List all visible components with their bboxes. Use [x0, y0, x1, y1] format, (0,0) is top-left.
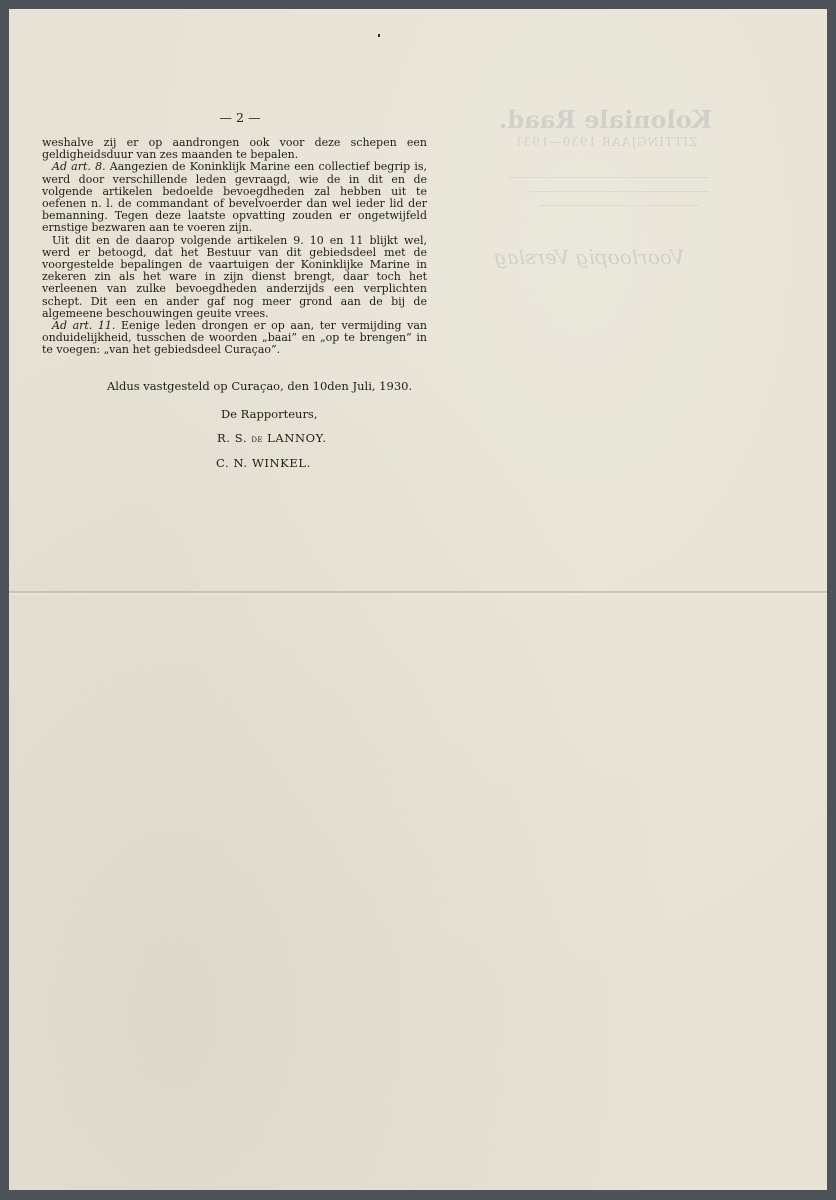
article-reference: Ad art. 8. — [52, 160, 106, 174]
paper-fold-crease — [9, 591, 827, 593]
closing-statement: Aldus vastgesteld op Curaçao, den 10den Juli, 1930. — [107, 379, 413, 393]
signatory-particle: de — [251, 434, 263, 445]
bleed-through-line — [539, 205, 699, 206]
paragraph-art-8 — [42, 161, 427, 234]
document-page — [9, 9, 827, 1190]
paragraph-continuation: weshalve zij er op aandrongen ook voor deze schepen een geldigheidsduur van zes maanden te bepalen. — [42, 136, 427, 162]
signatory-winkel: C. N. WINKEL. — [216, 456, 311, 470]
paragraph-articles-9-11: Uit dit en de daarop volgende artikelen 9. 10 en 11 blijkt wel, werd er betoogd, dat het Bestuur van dit gebiedsdeel met de voorgestelde bepalingen de vaartuigen der Koninklijke Marine in zekeren zin als het ware in zijn dienst brengt, daar toch het verleenen van zulke bevoegdheden anderzijds een verplichten schept. Dit een en ander gaf nog meer grond aan de bij de algemeene beschouwingen geuite vrees. — [42, 233, 427, 320]
bleed-through-title: Koloniale Raad. — [499, 105, 713, 134]
bleed-through-line — [509, 177, 709, 178]
page-number: — 2 — — [219, 110, 261, 125]
bleed-through-section: Voorloopig Verslag — [494, 245, 685, 269]
paragraph-text: Eenige leden drongen er op aan, ter vermijding van onduidelijkheid, tusschen de woorden „baai” en „op te brengen” in te voegen: „van het gebiedsdeel Curaçao”. — [42, 319, 427, 357]
signatory-initials: R. S. — [217, 431, 248, 445]
bleed-through-line — [529, 191, 709, 192]
signature-label: De Rapporteurs, — [221, 407, 318, 421]
body-text — [42, 137, 427, 357]
signatory-lannoy — [217, 431, 327, 445]
paragraph-text: Aangezien de Koninklijk Marine een collectief begrip is, werd door verschillende leden gevraagd, wie de in dit en de volgende artikelen bedoelde bevoegdheden zal hebben uit te oefenen n. l. de commandant of bevelvoerder dan wel ieder lid der bemanning. Tegen deze laatste opvatting zouden er ongetwijfeld ernstige bezwaren aan te voeren zijn. — [42, 160, 427, 235]
article-reference: Ad art. 11. — [52, 319, 116, 333]
paragraph-art-11 — [42, 320, 427, 357]
bleed-through-subtitle: ZITTINGJAAR 1930—1931 — [514, 135, 698, 149]
signatory-surname: LANNOY. — [267, 431, 327, 445]
ink-speck — [378, 34, 380, 37]
